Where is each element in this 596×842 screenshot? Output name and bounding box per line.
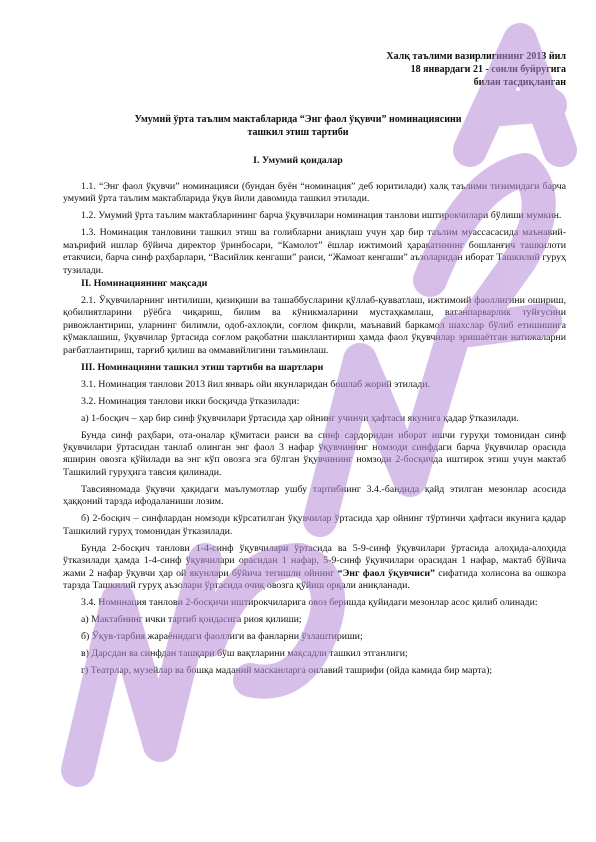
- criterion-a: а) Мактабнинг ички тартиб қоидасига риоя қилиши;: [81, 613, 302, 625]
- paragraph-3-2-b-details-start: Бунда 2-босқич танлови 1-4-синф ўқувчилари ўртасида ва 5-9-синф ўқувчилари ўртасида алоҳида-алоҳида ўтказилади ҳамда 1-4-синф ўқувчилари орасидан 1 нафар, 5-9-синф ўқувчилари орасидан 1 нафар, мактаб бўйича жами 2 нафар ўқувчи ҳар ой якунлари бўйича тегишли ойнинг: [63, 542, 566, 579]
- paragraph-3-4: 3.4. Номинация танлови 2-босқичи иштирокчиларига овоз беришда қуйидаги мезонлар асос қилиб олинади:: [81, 596, 538, 608]
- approval-line-1: Халқ таълими вазирлигининг 2013 йил: [386, 51, 566, 62]
- section-heading-procedure: III. Номинацияни ташкил этиш тартиби ва шартлари: [81, 361, 324, 373]
- paragraph-2-1: 2.1. Ўқувчиларнинг интилиши, қизиқиши ва ташаббусларини қўллаб-қувватлаш, ижтимоий фаоллигини ошириш, қобилиятларини рўёбга чиқариш, билим ва кўникмаларини мустаҳкамлаш, ватанпарварлик туйғусини ривожлантириш, уларнинг билимли, одоб-ахлоқли, соғлом фикрли, маънавий баркамол шахслар бўлиб етишишига кўмаклашиш, ўқувчилар ўртасида соғлом рақобатни шакллантириш ҳамда фаол ўқувчилар эришаётган натижаларни рағбатлантириш, тарғиб қилиш ва оммавийлигини таъминлаш.: [63, 295, 566, 356]
- approval-line-3: билан тасдиқланган: [473, 77, 566, 88]
- paragraph-3-1: 3.1. Номинация танлови 2013 йил январь ойи якунларидан бошлаб жорий этилади.: [81, 378, 431, 390]
- paragraph-3-2-b: б) 2-босқич – синфлардан номзоди кўрсатилган ўқувчилар ўртасида ҳар ойнинг тўртинчи ҳафтаси якунига қадар Ташкилий гуруҳ томонидан ўтказилади.: [63, 513, 566, 537]
- paragraph-1-2: 1.2. Умумий ўрта таълим мактабларининг барча ўқувчилари номинация танлови иштирокчилари бўлиши мумкин.: [81, 210, 562, 222]
- paragraph-3-2-b-details-end: сифатида холисона ва ошкора тарзда Ташкилий гуруҳ аъзолари ўртасида очиқ овозга қўйиш орқали аниқланади.: [63, 567, 567, 591]
- section-heading-purpose: II. Номинациянинг мақсади: [81, 278, 208, 290]
- paragraph-1-3: 1.3. Номинация танловини ташкил этиш ва голибларни аниқлаш учун ҳар бир таълим муассасасида маънавий-маърифий ишлар бўйича директор ўринбосари, “Камолот” ёшлар ижтимоий ҳаракатининг бошланғич ташкилоти етакчиси, барча синф раҳбарлари, “Васийлик кенгаши” раиси, “Жамоат кенгаши” аъзоларидан иборат Ташкилий гуруҳ тузилади.: [63, 227, 566, 276]
- paragraph-3-2-a-details: Бунда синф раҳбари, ота-оналар қўмитаси раиси ва синф сардоридан иборат ишчи гуруҳи томонидан синф ўқувчилари ўртасидан танлаб олинган энг фаол 3 нафар ўқувчининг номзоди синфдаги барча ўқувчилар орасида яширин овозга қўйилади ва энг кўп овозга эга бўлган ўқувчининг номзоди 2-босқичда иштирок этиш учун мактаб Ташкилий гуруҳига тавсия қилинади.: [63, 429, 566, 478]
- criterion-b: б) Ўқув-тарбия жараёнидаги фаоллиги ва фанларни ўзлаштириши;: [81, 630, 363, 642]
- document-title-line-1: Умумий ўрта таълим мактабларида “Энг фаол ўқувчи” номинациясини: [134, 114, 462, 125]
- section-heading-general: I. Умумий қоидалар: [253, 155, 343, 166]
- approval-line-2: 18 январдаги 21 - сонли буйругига: [410, 64, 566, 75]
- document-body: [63, 181, 566, 682]
- paragraph-3-2-a: а) 1-босқич – ҳар бир синф ўқувчилари ўртасида ҳар ойнинг учинчи ҳафтаси якунига қадар ўтказилади.: [81, 412, 519, 424]
- paragraph-3-2-b-details: [63, 543, 566, 593]
- best-student-title: “Энг фаол ўқувчиси”: [337, 567, 435, 579]
- criterion-d: г) Театрлар, музейлар ва бошқа маданий масканларга оилавий ташрифи (ойда камида бир марта);: [81, 664, 493, 676]
- approval-stamp-text: [266, 50, 566, 89]
- document-title-line-2: ташкил этиш тартиби: [247, 127, 349, 138]
- paragraph-1-1: 1.1. “Энг фаол ўқувчи” номинацияси (бундан буён “номинация” деб юритилади) халқ таълими тизимидаги барча умумий ўрта таълим мактабларида ўқув йили давомида ташкил этилади.: [63, 181, 566, 205]
- criterion-c: в) Дарсдан ва синфдан ташқари бўш вақтларини мақсадли ташкил этганлиги;: [81, 647, 408, 659]
- paragraph-3-2-a-recommendation: Тавсияномада ўқувчи ҳақидаги маълумотлар ушбу тартибнинг 3.4.-бандида қайд этилган мезонлар асосида ҳаққоний тарзда ифодаланиши лозим.: [63, 483, 566, 508]
- paragraph-3-2: 3.2. Номинация танлови икки босқичда ўтказилади:: [81, 395, 300, 407]
- document-title: [40, 113, 556, 139]
